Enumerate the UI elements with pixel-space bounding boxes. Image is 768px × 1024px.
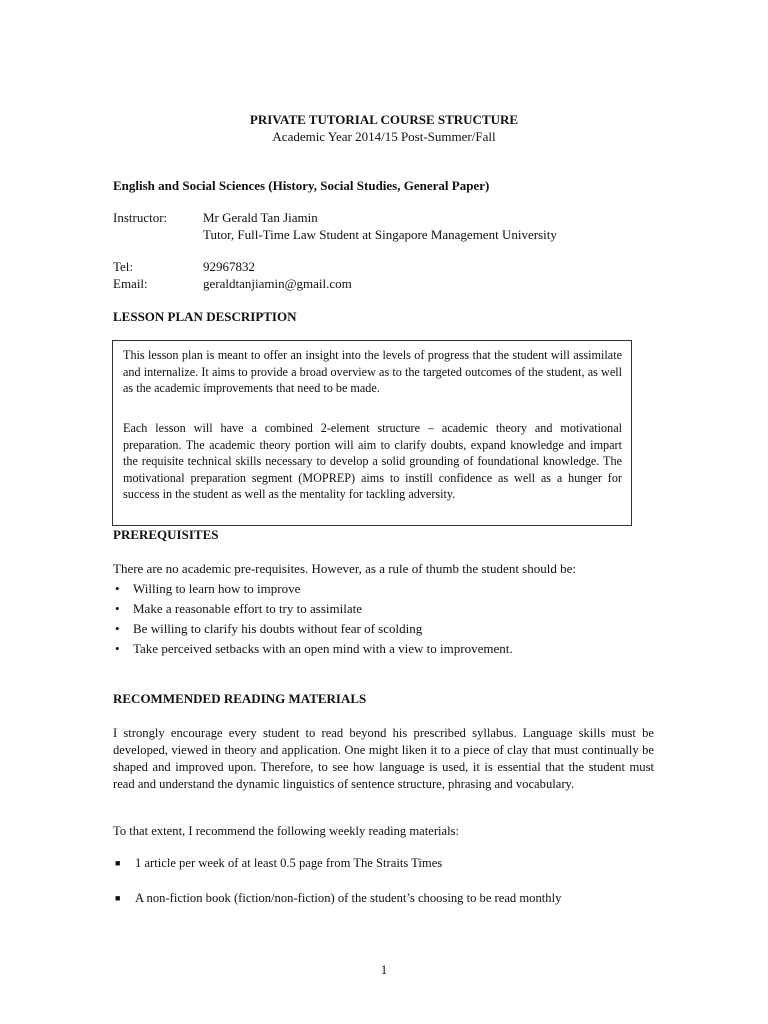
list-item: • Take perceived setbacks with an open mind with a view to improvement. [115, 641, 513, 656]
instructor-label: Instructor: [113, 210, 168, 225]
tel-value: 92967832 [203, 259, 255, 274]
course-title: English and Social Sciences (History, Social Studies, General Paper) [113, 178, 490, 193]
document-title: PRIVATE TUTORIAL COURSE STRUCTURE [249, 112, 519, 127]
list-item: • Be willing to clarify his doubts without fear of scolding [115, 621, 423, 636]
square-bullet-icon: ■ [115, 893, 121, 903]
bullet-icon: • [115, 621, 120, 636]
page-number: 1 [380, 962, 388, 977]
prerequisites-heading: PREREQUISITES [113, 527, 219, 542]
reading-paragraph-1: I strongly encourage every student to read beyond his prescribed syllabus. Language skills must be developed, viewed in theory and application. One might liken it to a piece of clay that must continually be shaped and improved upon. Therefore, to see how language is used, it is essential that the student must read and understand the dynamic linguistics of sentence structure, phrasing and vocabulary. [113, 726, 654, 791]
bullet-icon: • [115, 601, 120, 616]
tel-label: Tel: [113, 259, 134, 274]
instructor-name: Mr Gerald Tan Jiamin [203, 210, 318, 225]
list-item: ■ A non-fiction book (fiction/non-fiction) of the student’s choosing to be read monthly [115, 891, 562, 905]
list-item: • Make a reasonable effort to try to assimilate [115, 601, 362, 616]
email-label: Email: [113, 276, 148, 291]
lesson-plan-paragraph-2: Each lesson will have a combined 2-element structure – academic theory and motivational preparation. The academic theory portion will aim to clarify doubts, expand knowledge and impart the requisite technical skills necessary to develop a solid grounding of foundational knowledge. The motivational preparation segment (MOPREP) aims to instill confidence as well as a hunger for success in the student as well as the mentality for tackling adversity. [123, 421, 622, 501]
reading-paragraph-2: To that extent, I recommend the following weekly reading materials: [113, 824, 460, 838]
lesson-plan-paragraph-1: This lesson plan is meant to offer an insight into the levels of progress that the student will assimilate and internalize. It aims to provide a broad overview as to the targeted outcomes of the student, as well as the academic improvements that need to be made. [123, 348, 622, 395]
bullet-icon: • [115, 581, 120, 596]
lesson-plan-heading: LESSON PLAN DESCRIPTION [113, 309, 297, 324]
bullet-icon: • [115, 641, 120, 656]
prerequisites-intro: There are no academic pre-requisites. However, as a rule of thumb the student should be: [113, 561, 576, 576]
reading-heading: RECOMMENDED READING MATERIALS [113, 691, 367, 706]
square-bullet-icon: ■ [115, 858, 121, 868]
email-value: geraldtanjiamin@gmail.com [203, 276, 352, 291]
document-subtitle: Academic Year 2014/15 Post-Summer/Fall [272, 129, 496, 144]
list-item: • Willing to learn how to improve [115, 581, 301, 596]
instructor-description: Tutor, Full-Time Law Student at Singapore Management University [203, 227, 557, 242]
list-item: ■ 1 article per week of at least 0.5 page from The Straits Times [115, 856, 443, 870]
lesson-plan-box [112, 340, 632, 526]
